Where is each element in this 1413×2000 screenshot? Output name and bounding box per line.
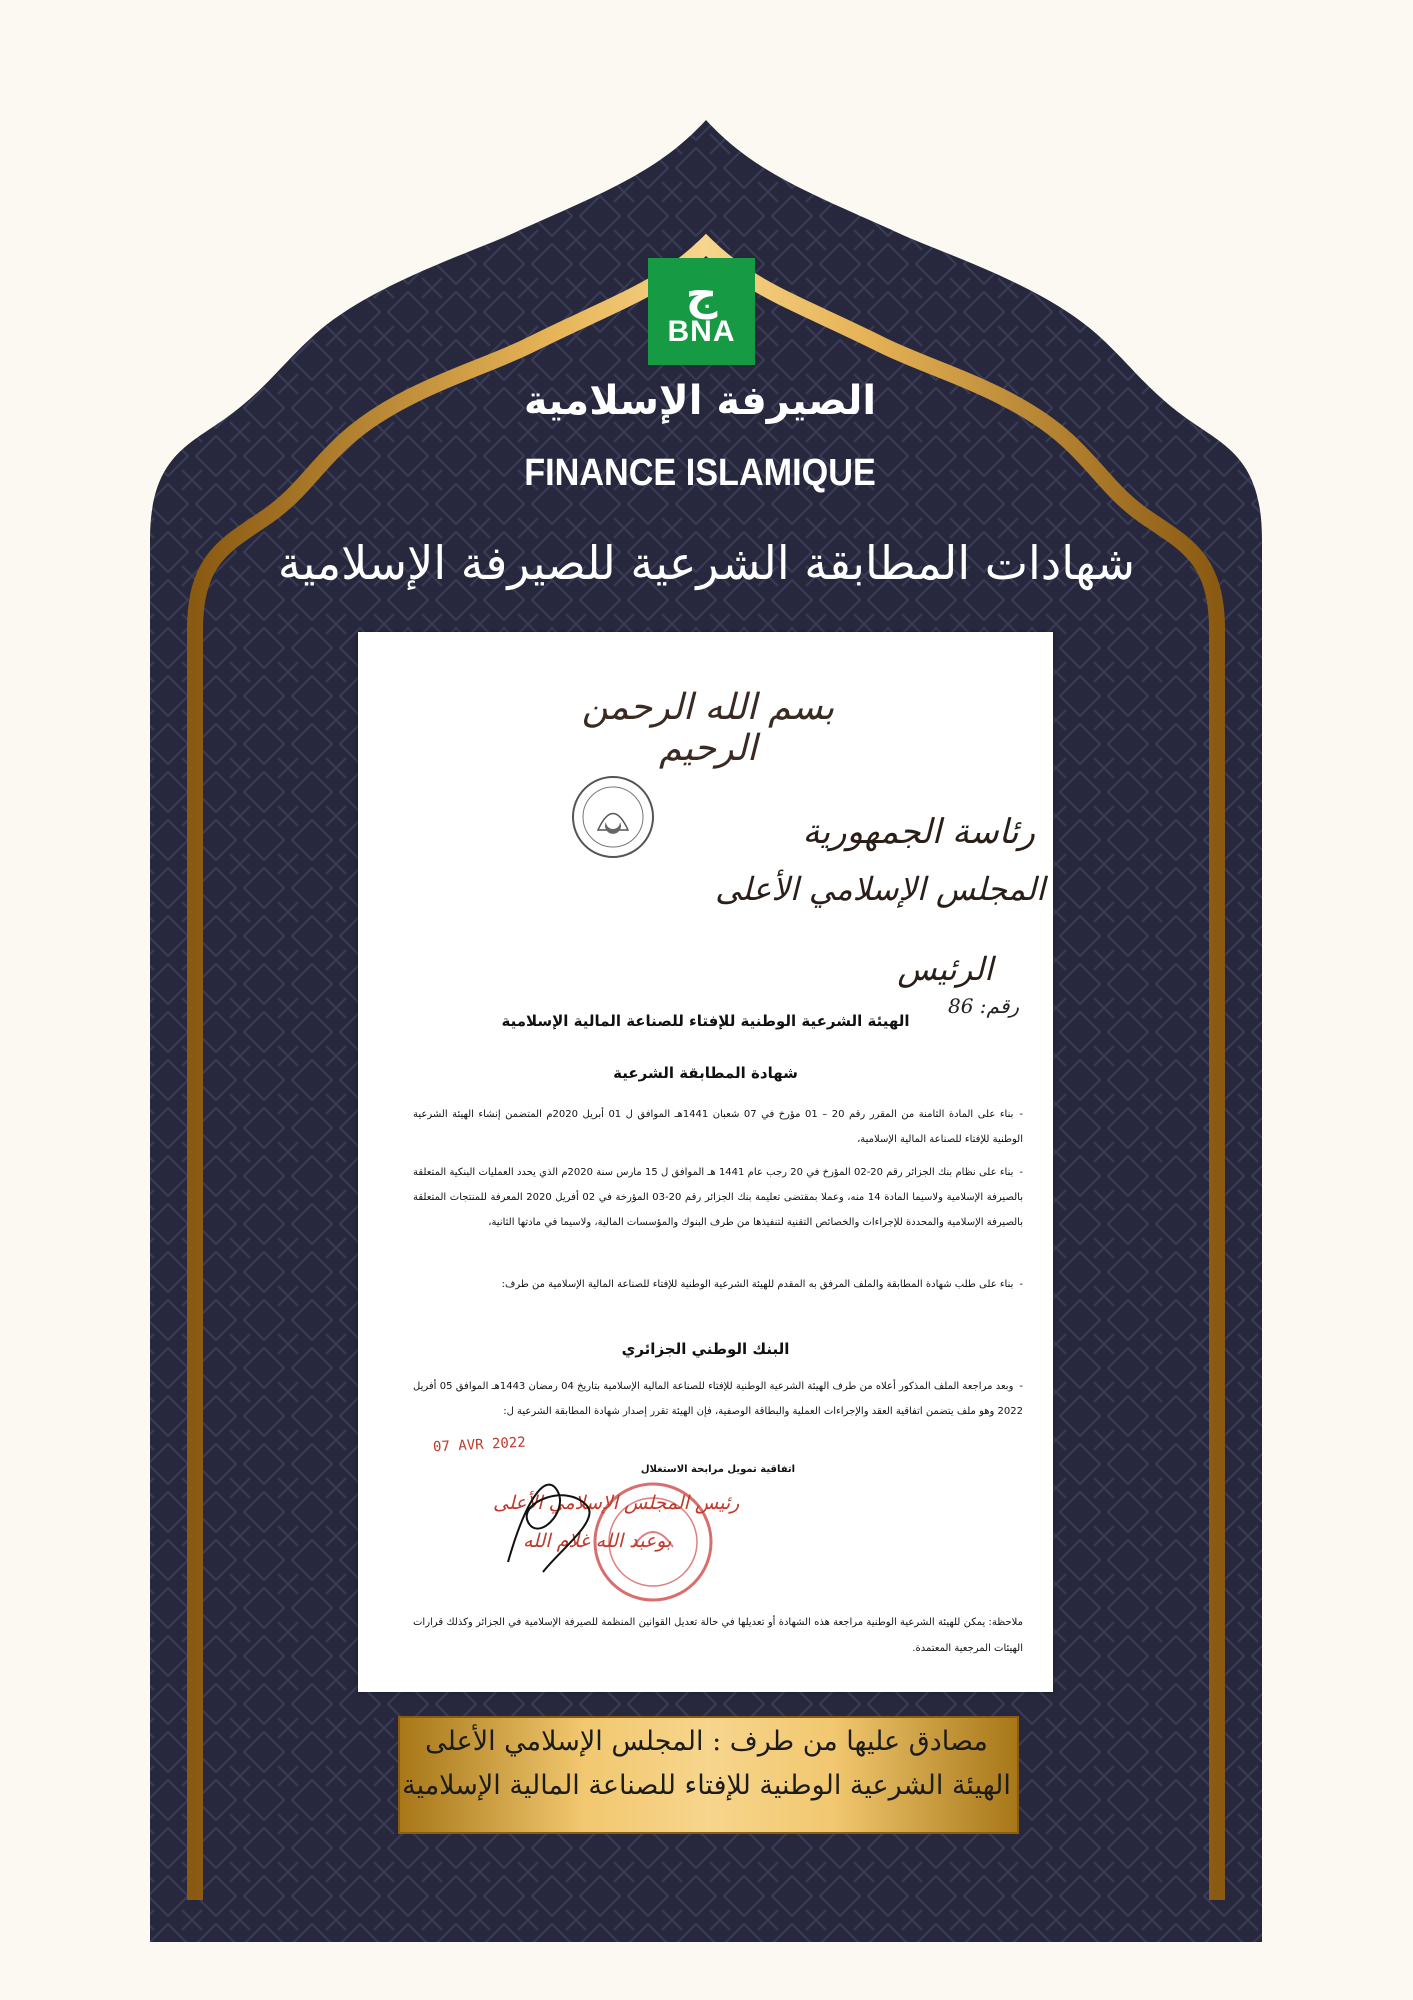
signatory-name: بوعبد الله غلام الله [523, 1530, 672, 1552]
presidency-header: رئاسة الجمهورية [802, 812, 1035, 852]
president-header: الرئيس [897, 950, 993, 988]
bna-logo [648, 258, 755, 365]
handwritten-signature [488, 1452, 608, 1582]
paragraph-1: -بناء على المادة الثامنة من المقرر رقم 20 – 01 مؤرخ في 07 شعبان 1441هـ الموافق ل 01 أبريل 2020م المتضمن إنشاء الهيئة الشرعية الوطنية للإفتاء للصناعة المالية الإسلامية، [413, 1109, 1023, 1145]
document-subtitle: شهادة المطابقة الشرعية [613, 1064, 798, 1082]
review-paragraph: -وبعد مراجعة الملف المذكور أعلاه من طرف الهيئة الشرعية الوطنية للإفتاء للصناعة المالية الإسلامية بتاريخ 04 رمضان 1443هـ الموافق 05 أفريل 2022 وهو ملف يتضمن اتفاقية العقد والإجراءات العملية والبطاقة الوصفية، فإن الهيئة تقرر إصدار شهادة المطابقة الشرعية ل: [413, 1381, 1024, 1417]
contract-name: اتفاقية تمويل مرابحة الاستغلال [640, 1464, 796, 1475]
certificates-heading: شهادات المطابقة الشرعية للصيرفة الإسلامية [277, 536, 1136, 590]
note-text: ملاحظة: يمكن للهيئة الشرعية الوطنية مراجعة هذه الشهادة أو تعديلها في حالة تعديل القوانين المنظمة للصيرفة الإسلامية في الجزائر وكذلك قرارات الهيئات المرجعية المعتمدة. [413, 1617, 1023, 1654]
certificate-document [358, 632, 1053, 1692]
brand-title-arabic: الصيرفة الإسلامية [523, 378, 877, 424]
paragraph-3: -بناء على طلب شهادة المطابقة والملف المرفق به المقدم للهيئة الشرعية الوطنية للإفتاء للصناعة المالية الإسلامية من طرف: [501, 1279, 1023, 1290]
bank-name: البنك الوطني الجزائري [621, 1340, 790, 1358]
bna-logo-mark: ج [685, 268, 718, 320]
endorsement-line-1: مصادق عليها من طرف : المجلس الإسلامي الأعلى [425, 1726, 988, 1757]
reference-number: رقم: 86 [948, 994, 1020, 1018]
basmala: بسم الله الرحمن الرحيم [581, 687, 835, 769]
brand-title-french: FINANCE ISLAMIQUE [524, 452, 876, 494]
signatory-title: رئيس المجلس الإسلامي الأعلى [493, 1492, 740, 1514]
document-title: الهيئة الشرعية الوطنية للإفتاء للصناعة المالية الإسلامية [501, 1012, 910, 1030]
paragraph-2: -بناء على نظام بنك الجزائر رقم 20-02 المؤرخ في 20 رجب عام 1441 هـ الموافق ل 15 مارس سنة 2020م الذي يحدد العمليات البنكية المتعلقة بالصيرفة الإسلامية ولاسيما المادة 14 منه، وعملا بمقتضى تعليمة بنك الجزائر رقم 20-03 المؤرخة في 02 أفريل 2020 المعرفة للمنتجات المتعلقة بالصيرفة الإسلامية والمحددة للإجراءات والخصائص التقنية لتنفيذها من طرف البنوك والمؤسسات المالية، ولاسيما في مادتها الثانية، [413, 1167, 1023, 1228]
council-header: المجلس الإسلامي الأعلى [715, 870, 1045, 908]
national-emblem-icon [568, 772, 658, 862]
endorsement-line-2: الهيئة الشرعية الوطنية للإفتاء للصناعة المالية الإسلامية [402, 1770, 1011, 1801]
date-stamp: 07 AVR 2022 [432, 1434, 527, 1456]
bna-logo-text: BNA [667, 314, 736, 348]
